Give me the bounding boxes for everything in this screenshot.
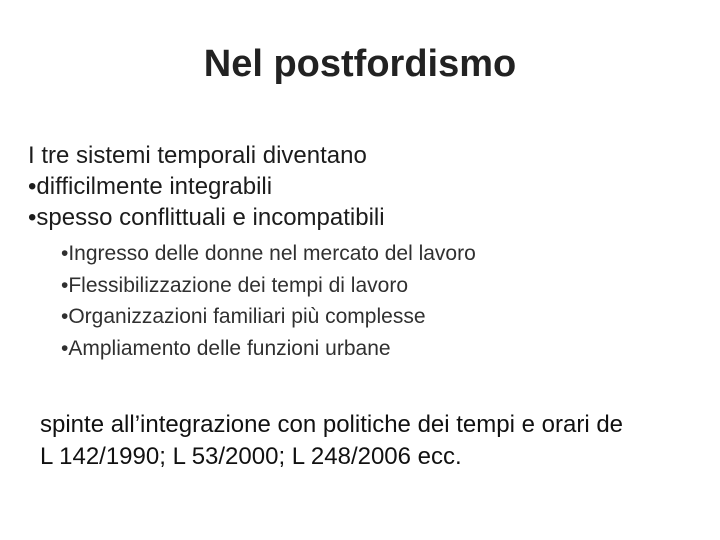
sub-bullet: •Ingresso delle donne nel mercato del lavoro xyxy=(61,242,476,265)
sub-bullet-list xyxy=(61,238,521,364)
overlay-line: L 142/1990; L 53/2000; L 248/2006 ecc. xyxy=(40,443,462,470)
sub-bullet: •Flessibilizzazione dei tempi di lavoro xyxy=(61,273,409,297)
slide-title: Nel postfordismo xyxy=(203,43,517,85)
sub-bullet: •Organizzazioni familiari più complesse xyxy=(61,305,426,328)
main-text-block xyxy=(28,140,385,233)
main-bullet: •difficilmente integrabili xyxy=(28,173,273,200)
overlay-text-block xyxy=(40,409,623,473)
sub-bullet: •Ampliamento delle funzioni urbane xyxy=(61,336,391,360)
intro-line: I tre sistemi temporali diventano xyxy=(28,142,367,169)
overlay-line: spinte all’integrazione con politiche dei tempi e orari de xyxy=(40,411,624,438)
main-bullet: •spesso conflittuali e incompatibili xyxy=(28,204,385,231)
